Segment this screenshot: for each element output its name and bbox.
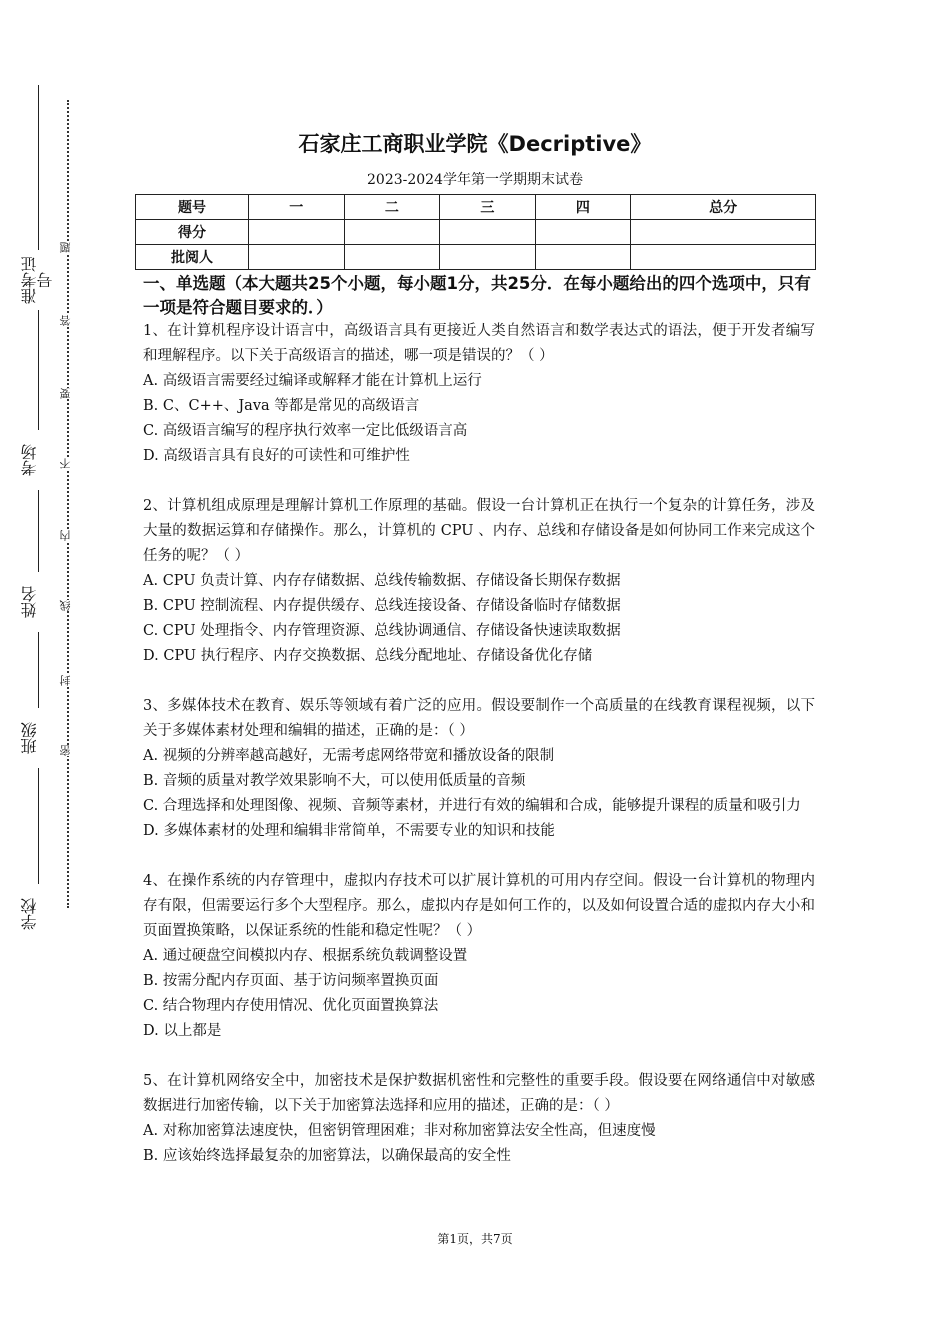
- option-c[interactable]: C. 结合物理内存使用情况、优化页面置换算法: [143, 998, 439, 1014]
- question-4: [143, 869, 815, 1044]
- header-cell: 总分: [631, 195, 816, 220]
- row-label: 批阅人: [136, 245, 249, 270]
- field-exam-room: 考场: [22, 430, 56, 490]
- question-1: [143, 319, 815, 469]
- option-c[interactable]: C. 合理选择和处理图像、视频、音频等素材，并进行有效的编辑和合成，能够提升课程的质量和吸引力: [143, 798, 801, 814]
- option-b[interactable]: B. C、C++、Java 等都是常见的高级语言: [143, 398, 420, 414]
- page-number: 第1页，共7页: [437, 1232, 513, 1246]
- header-cell: 一: [249, 195, 345, 220]
- score-cell[interactable]: [249, 220, 345, 245]
- option-b[interactable]: B. 按需分配内存页面、基于访问频率置换页面: [143, 973, 439, 989]
- field-school: 学校: [22, 884, 56, 944]
- option-a[interactable]: A. 视频的分辨率越高越好，无需考虑网络带宽和播放设备的限制: [143, 748, 555, 764]
- page-title: 石家庄工商职业学院《Decriptive》: [298, 132, 652, 156]
- option-d[interactable]: D. 以上都是: [143, 1023, 222, 1039]
- option-d[interactable]: D. 高级语言具有良好的可读性和可维护性: [143, 448, 410, 464]
- header-cell: 四: [535, 195, 631, 220]
- question-5: [143, 1069, 815, 1169]
- field-class: 班级: [22, 708, 56, 768]
- seal-char: 密: [60, 745, 76, 756]
- score-table-header-row: [136, 195, 816, 220]
- question-list: [143, 319, 815, 1194]
- grader-row: [136, 245, 816, 270]
- score-cell[interactable]: [535, 220, 631, 245]
- score-table: [135, 194, 816, 270]
- question-2: [143, 494, 815, 669]
- header-cell: 二: [344, 195, 440, 220]
- seal-char: 要: [60, 388, 76, 399]
- question-3: [143, 694, 815, 844]
- seal-char: 线: [60, 600, 76, 611]
- seal-char: 答: [60, 315, 76, 326]
- grader-cell[interactable]: [344, 245, 440, 270]
- section-heading: 一、单选题（本大题共25个小题，每小题1分，共25分．在每小题给出的四个选项中，只有一项是符合题目要求的．）: [143, 274, 811, 317]
- exam-subtitle: 2023-2024学年第一学期期末试卷: [367, 172, 583, 188]
- header-cell: 题号: [136, 195, 249, 220]
- option-a[interactable]: A. 通过硬盘空间模拟内存、根据系统负载调整设置: [143, 948, 468, 964]
- question-stem: 5、在计算机网络安全中，加密技术是保护数据机密性和完整性的重要手段。假设要在网络通信中对敏感数据进行加密传输，以下关于加密算法选择和应用的描述，正确的是：（ ）: [143, 1073, 815, 1114]
- binding-margin: [0, 0, 110, 1344]
- grader-cell[interactable]: [631, 245, 816, 270]
- score-cell[interactable]: [440, 220, 536, 245]
- binding-line: [38, 85, 39, 925]
- option-a[interactable]: A. CPU 负责计算、内存存储数据、总线传输数据、存储设备长期保存数据: [143, 573, 621, 589]
- question-stem: 3、多媒体技术在教育、娱乐等领域有着广泛的应用。假设要制作一个高质量的在线教育课程视频，以下关于多媒体素材处理和编辑的描述，正确的是：（ ）: [143, 698, 815, 739]
- seal-char: 内: [60, 530, 76, 541]
- option-d[interactable]: D. 多媒体素材的处理和编辑非常简单，不需要专业的知识和技能: [143, 823, 555, 839]
- option-d[interactable]: D. CPU 执行程序、内存交换数据、总线分配地址、存储设备优化存储: [143, 648, 593, 664]
- seal-char: 题: [60, 242, 76, 253]
- row-label: 得分: [136, 220, 249, 245]
- score-row: [136, 220, 816, 245]
- option-b[interactable]: B. 应该始终选择最复杂的加密算法，以确保最高的安全性: [143, 1148, 511, 1164]
- score-cell[interactable]: [344, 220, 440, 245]
- seal-char: 不: [60, 458, 76, 469]
- option-b[interactable]: B. 音频的质量对教学效果影响不大，可以使用低质量的音频: [143, 773, 526, 789]
- option-c[interactable]: C. 高级语言编写的程序执行效率一定比低级语言高: [143, 423, 468, 439]
- seal-dotted-line: [67, 100, 69, 908]
- option-c[interactable]: C. CPU 处理指令、内存管理资源、总线协调通信、存储设备快速读取数据: [143, 623, 621, 639]
- option-a[interactable]: A. 高级语言需要经过编译或解释才能在计算机上运行: [143, 373, 482, 389]
- field-name: 姓名: [22, 572, 56, 632]
- option-a[interactable]: A. 对称加密算法速度快，但密钥管理困难；非对称加密算法安全性高，但速度慢: [143, 1123, 656, 1139]
- header-cell: 三: [440, 195, 536, 220]
- question-stem: 1、在计算机程序设计语言中，高级语言具有更接近人类自然语言和数学表达式的语法，便于开发者编写和理解程序。以下关于高级语言的描述，哪一项是错误的？（ ）: [143, 323, 815, 364]
- question-stem: 4、在操作系统的内存管理中，虚拟内存技术可以扩展计算机的可用内存空间。假设一台计算机的物理内存有限，但需要运行多个大型程序。那么，虚拟内存是如何工作的，以及如何设置合适的虚拟内存大小和页面置换策略，以保证系统的性能和稳定性呢？（ ）: [143, 873, 815, 939]
- grader-cell[interactable]: [535, 245, 631, 270]
- question-stem: 2、计算机组成原理是理解计算机工作原理的基础。假设一台计算机正在执行一个复杂的计算任务，涉及大量的数据运算和存储操作。那么，计算机的 CPU 、内存、总线和存储设备是如何协同工作来完成这个任务的呢？（ ）: [143, 498, 815, 564]
- option-b[interactable]: B. CPU 控制流程、内存提供缓存、总线连接设备、存储设备临时存储数据: [143, 598, 621, 614]
- grader-cell[interactable]: [440, 245, 536, 270]
- seal-char: 封: [60, 675, 76, 686]
- score-cell[interactable]: [631, 220, 816, 245]
- field-exam-number: 准考证号: [22, 250, 56, 310]
- grader-cell[interactable]: [249, 245, 345, 270]
